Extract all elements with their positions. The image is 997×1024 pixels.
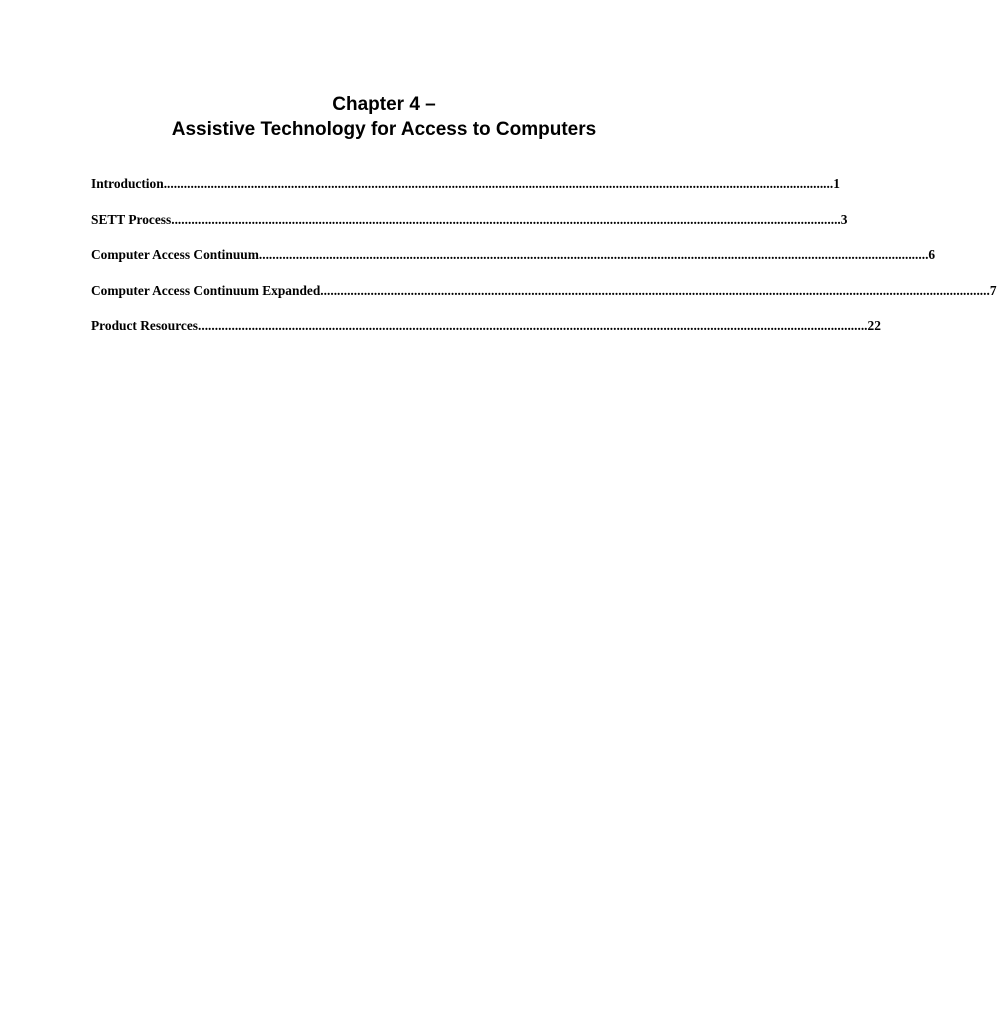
chapter-name-heading: Assistive Technology for Access to Computers bbox=[171, 119, 597, 140]
toc-entry-product-resources[interactable] bbox=[91, 318, 881, 338]
table-of-contents bbox=[91, 176, 997, 354]
toc-entry-sett-process[interactable] bbox=[91, 211, 848, 232]
toc-entry-label: Introduction bbox=[91, 176, 164, 191]
toc-page-number: 6 bbox=[928, 247, 936, 263]
toc-dot-leader: ........................................................................................................................................................................................................ bbox=[258, 247, 929, 263]
toc-dot-leader: ........................................................................................................................................................................................................ bbox=[163, 176, 834, 191]
toc-dot-leader: ........................................................................................................................................................................................................ bbox=[198, 318, 868, 334]
toc-dot-leader: ........................................................................................................................................................................................................ bbox=[171, 211, 841, 227]
toc-page-number: 1 bbox=[833, 176, 840, 191]
toc-dot-leader: ........................................................................................................................................................................................................ bbox=[320, 282, 990, 298]
toc-entry-computer-access-continuum-expanded[interactable] bbox=[91, 282, 997, 303]
toc-page-number: 22 bbox=[867, 318, 881, 334]
chapter-title bbox=[0, 92, 768, 142]
toc-entry-computer-access-continuum[interactable] bbox=[91, 247, 936, 267]
toc-page-number: 7 bbox=[989, 282, 997, 298]
toc-entry-label: Computer Access Continuum bbox=[91, 247, 259, 263]
toc-entry-label: Product Resources bbox=[91, 318, 198, 334]
toc-entry-label: Computer Access Continuum Expanded bbox=[91, 282, 321, 298]
chapter-number-heading: Chapter 4 – bbox=[332, 94, 436, 115]
toc-entry-introduction[interactable] bbox=[91, 176, 840, 196]
toc-entry-label: SETT Process bbox=[91, 211, 172, 227]
toc-page-number: 3 bbox=[840, 211, 848, 227]
